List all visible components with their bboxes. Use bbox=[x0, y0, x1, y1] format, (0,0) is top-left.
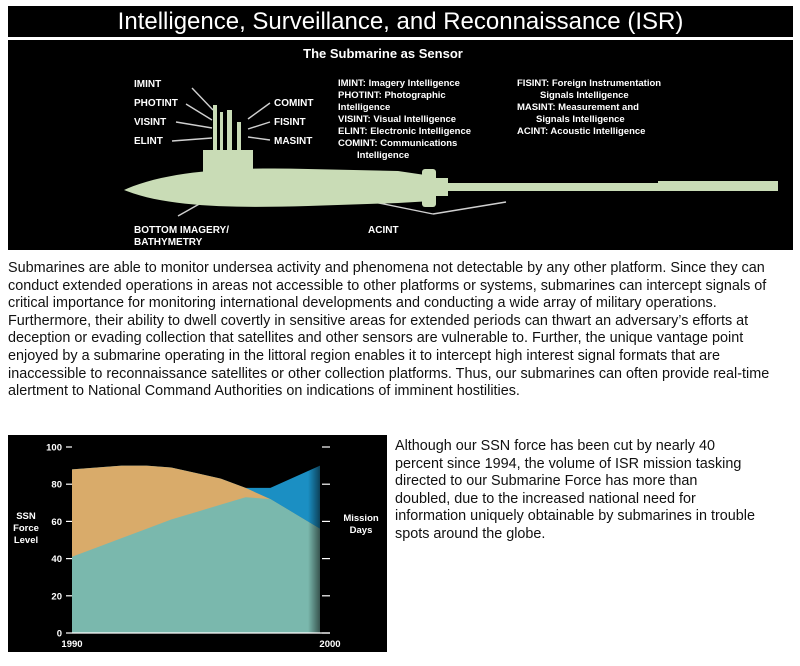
legend-masint-cont: Signals Intelligence bbox=[536, 114, 625, 125]
y-tick-label: 20 bbox=[51, 591, 62, 603]
label-comint: COMINT bbox=[274, 98, 314, 109]
fade-band bbox=[308, 445, 330, 633]
label-fisint: FISINT bbox=[274, 117, 306, 128]
y-tick-label: 0 bbox=[56, 628, 62, 640]
figure-title: The Submarine as Sensor bbox=[303, 46, 463, 61]
legend-acint: ACINT: Acoustic Intelligence bbox=[517, 126, 646, 137]
body-paragraph: Submarines are able to monitor undersea activity and phenomena not detectable by any other platform. Since they can conduct extended operations in areas not accessible to other platforms or systems, submarines can intercept signals of critical importance for monitoring international developments and conducting a wide array of military operations. Furthermore, their ability to dwell covertly in sensitive areas for extended periods can thwart an adversary’s efforts at deception or evading collection that satellites and other sensors are vulnerable to. Further, the unique vantage point enjoyed by a submarine operating in the littoral region enables it to intercept high interest signal formats that are inaccessible to reconnaissance satellites or other collection platforms. Thus, our submarines can often provide real-time alertment to National Command Authorities on indications of imminent hostilities. bbox=[8, 260, 770, 400]
y-tick-label: 100 bbox=[46, 442, 62, 454]
legend-photint-cont: Intelligence bbox=[338, 102, 391, 113]
label-masint: MASINT bbox=[274, 136, 313, 147]
y-tick-label: 40 bbox=[51, 554, 62, 566]
y-tick-label: 60 bbox=[51, 516, 62, 528]
legend-comint: COMINT: Communications bbox=[338, 138, 458, 149]
x-tick-label: 1990 bbox=[61, 639, 83, 650]
legend-elint: ELINT: Electronic Intelligence bbox=[338, 126, 472, 137]
legend-masint: MASINT: Measurement and bbox=[517, 102, 639, 113]
page-title: Intelligence, Surveillance, and Reconnaissance (ISR) bbox=[8, 6, 793, 37]
label-photint: PHOTINT bbox=[134, 98, 178, 109]
legend-column-1 bbox=[338, 78, 471, 161]
label-bathymetry: BATHYMETRY bbox=[134, 237, 203, 248]
legend-photint: PHOTINT: Photographic bbox=[338, 90, 446, 101]
y-right-label-2: Days bbox=[349, 525, 373, 536]
y-left-label-1: SSN bbox=[16, 511, 36, 522]
y-left-label-3: Level bbox=[13, 535, 39, 546]
y-right-label-1: Mission bbox=[343, 513, 379, 524]
label-visint: VISINT bbox=[134, 117, 167, 128]
label-elint: ELINT bbox=[134, 136, 163, 147]
y-tick-label: 80 bbox=[51, 479, 62, 491]
legend-imint: IMINT: Imagery Intelligence bbox=[338, 78, 460, 89]
legend-comint-cont: Intelligence bbox=[357, 150, 410, 161]
y-left-label-2: Force bbox=[13, 523, 39, 534]
legend-column-2 bbox=[517, 78, 661, 137]
side-paragraph: Although our SSN force has been cut by nearly 40 percent since 1994, the volume of ISR mission tasking directed to our Submarine Force has more than doubled, due to the increased national need for information uniquely obtainable by submarines in trouble spots around the globe. bbox=[395, 438, 755, 542]
submarine-diagram bbox=[8, 40, 793, 250]
ssn-mission-chart bbox=[8, 435, 387, 652]
submarine-sensor-figure bbox=[8, 40, 793, 250]
chart-svg bbox=[8, 435, 387, 652]
legend-visint: VISINT: Visual Intelligence bbox=[338, 114, 457, 125]
label-bottom-imagery: BOTTOM IMAGERY/ bbox=[134, 225, 229, 236]
legend-fisint-cont: Signals Intelligence bbox=[540, 90, 629, 101]
x-tick-label: 2000 bbox=[319, 639, 341, 650]
label-imint: IMINT bbox=[134, 79, 162, 90]
legend-fisint: FISINT: Foreign Instrumentation bbox=[517, 78, 662, 89]
label-acint: ACINT bbox=[368, 225, 399, 236]
